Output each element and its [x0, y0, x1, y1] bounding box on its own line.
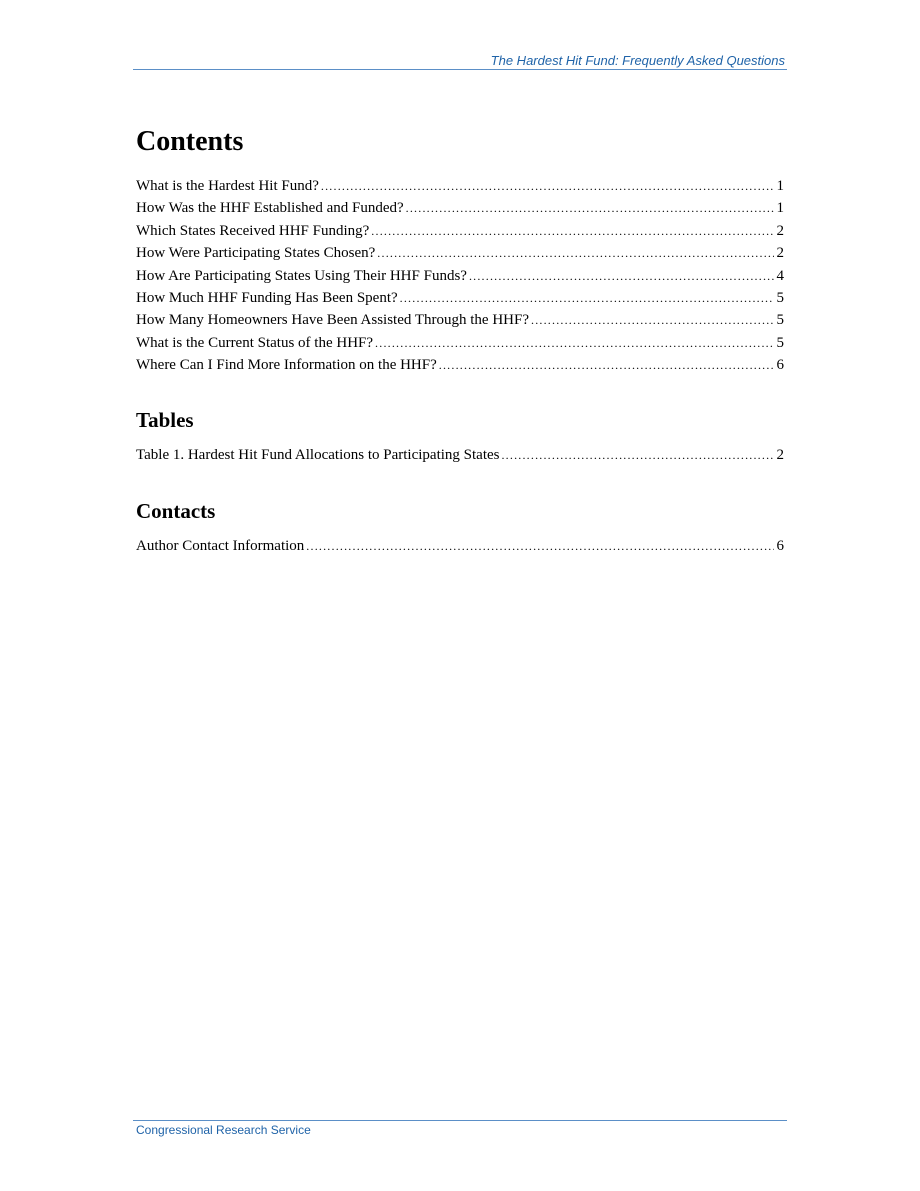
toc-entry[interactable]	[136, 242, 784, 264]
dot-leader	[469, 265, 774, 287]
dot-leader	[375, 332, 773, 354]
toc-entry[interactable]	[136, 175, 784, 197]
tables-heading: Tables	[136, 407, 194, 432]
dot-leader	[371, 220, 773, 242]
contents-heading: Contents	[136, 126, 244, 157]
toc-entry[interactable]	[136, 197, 784, 219]
contacts-heading: Contacts	[136, 499, 216, 524]
toc-entry-label: How Was the HHF Established and Funded?	[136, 200, 404, 217]
toc-entry-label: How Are Participating States Using Their HHF Funds?	[136, 267, 467, 284]
toc-entry-page: 2	[776, 222, 784, 239]
running-footer: Congressional Research Service	[136, 1123, 311, 1137]
running-header: The Hardest Hit Fund: Frequently Asked Questions	[490, 53, 785, 68]
toc-entry-label: Author Contact Information	[136, 538, 305, 555]
toc-entry[interactable]	[136, 265, 784, 287]
toc-entry-page: 2	[776, 446, 784, 463]
header-rule	[133, 69, 787, 70]
toc-entry-page: 2	[776, 245, 784, 262]
dot-leader	[377, 242, 773, 264]
contents-list	[136, 175, 784, 377]
toc-entry-table[interactable]	[136, 444, 784, 466]
dot-leader	[531, 309, 774, 331]
toc-entry-label: Which States Received HHF Funding?	[136, 222, 370, 239]
section-spacer	[136, 377, 784, 407]
toc-entry-page: 4	[776, 267, 784, 284]
dot-leader	[321, 175, 774, 197]
contacts-list	[136, 535, 784, 557]
toc-entry[interactable]	[136, 309, 784, 331]
toc-entry-page: 5	[776, 312, 784, 329]
toc-entry[interactable]	[136, 332, 784, 354]
dot-leader	[439, 354, 774, 376]
dot-leader	[406, 197, 774, 219]
toc-entry-page: 6	[776, 357, 784, 374]
toc-entry-label: What is the Current Status of the HHF?	[136, 334, 374, 351]
dot-leader	[306, 535, 773, 557]
toc-entry[interactable]	[136, 287, 784, 309]
toc-entry-label: How Much HHF Funding Has Been Spent?	[136, 290, 398, 307]
section-spacer	[136, 466, 784, 498]
toc-entry[interactable]	[136, 220, 784, 242]
toc-entry[interactable]	[136, 354, 784, 376]
dot-leader	[400, 287, 774, 309]
toc-entry-label: What is the Hardest Hit Fund?	[136, 178, 319, 194]
toc-entry-label: Where Can I Find More Information on the HHF?	[136, 357, 437, 374]
toc-entry-page: 6	[776, 538, 784, 555]
toc-content	[136, 124, 784, 557]
toc-entry-label: How Were Participating States Chosen?	[136, 245, 376, 262]
dot-leader	[501, 444, 773, 466]
toc-entry-label: Table 1. Hardest Hit Fund Allocations to Participating States	[136, 446, 500, 463]
toc-entry-page: 5	[776, 334, 784, 351]
footer-rule	[133, 1120, 787, 1121]
toc-entry-label: How Many Homeowners Have Been Assisted Through the HHF?	[136, 312, 529, 329]
toc-entry-page: 5	[776, 290, 784, 307]
toc-entry-contact[interactable]	[136, 535, 784, 557]
toc-entry-page: 1	[776, 178, 784, 194]
tables-list	[136, 444, 784, 466]
toc-entry-page: 1	[776, 200, 784, 217]
